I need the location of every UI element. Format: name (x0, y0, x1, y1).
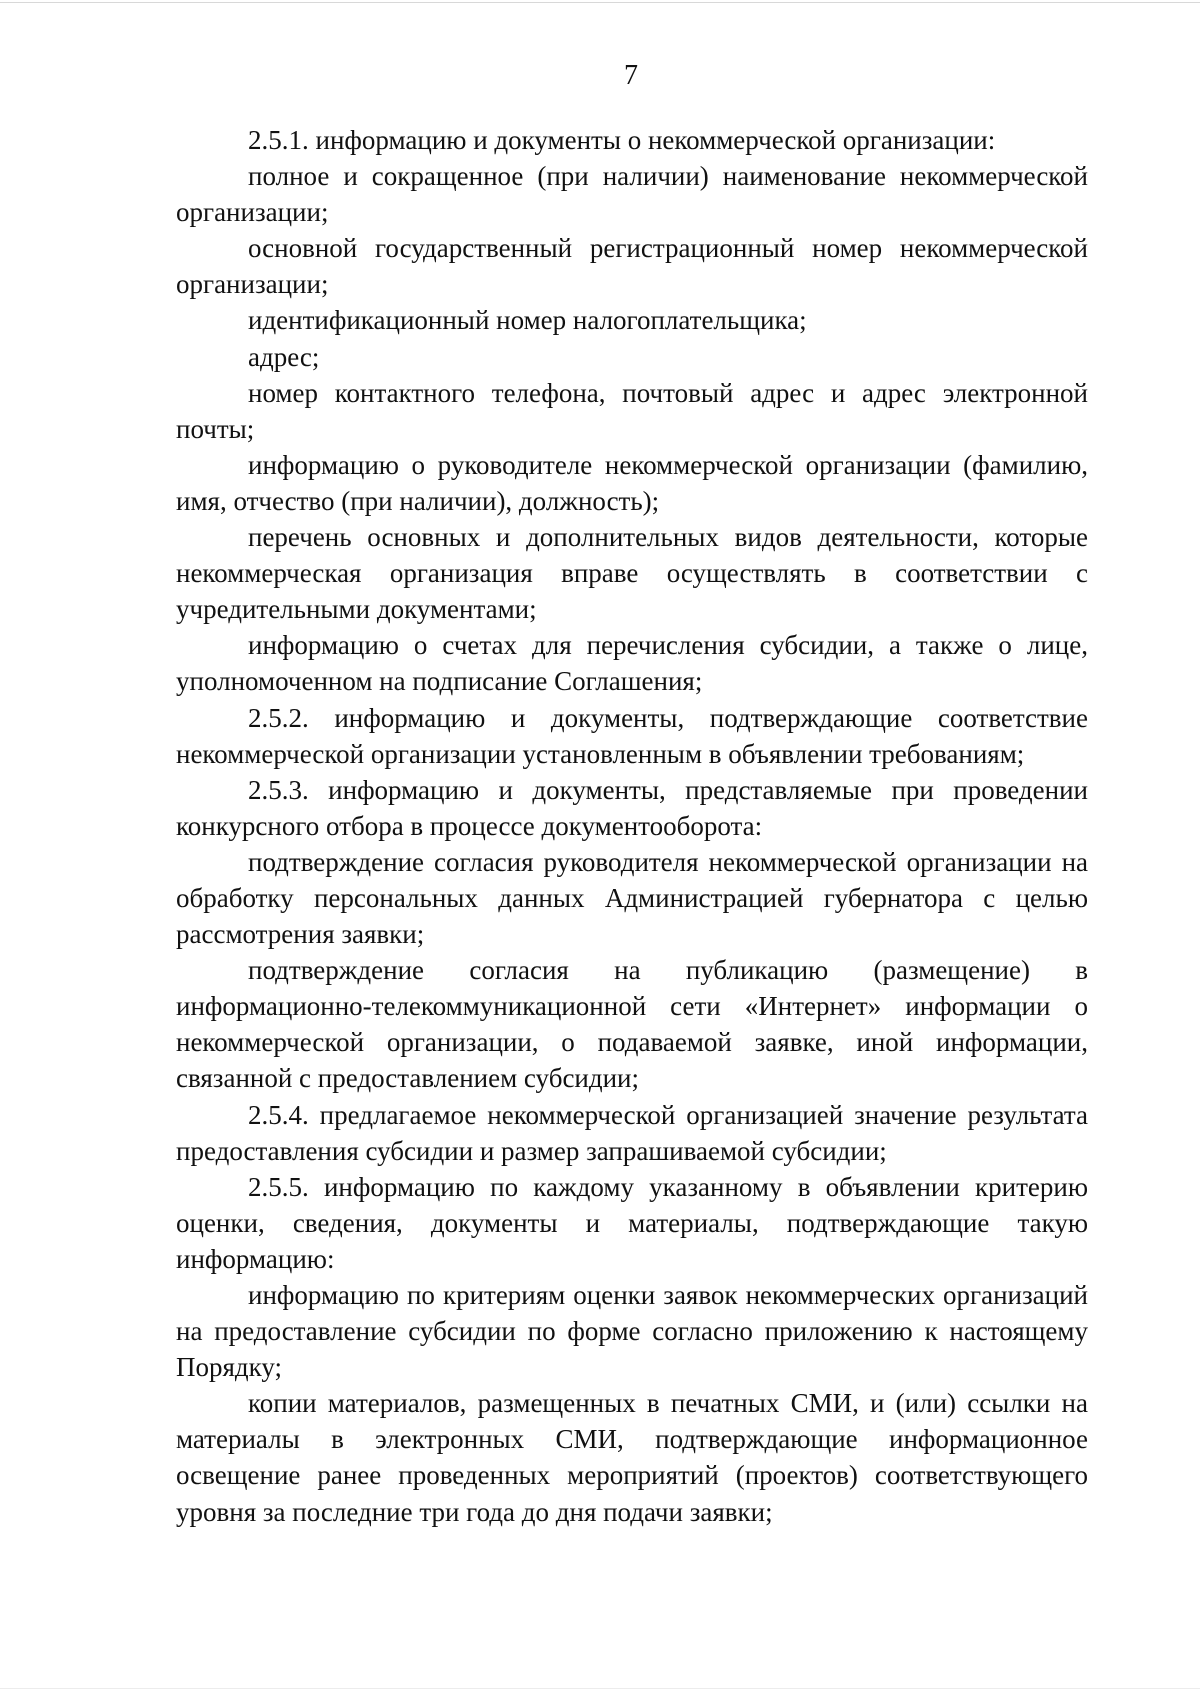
paragraph-address: адрес; (248, 341, 320, 372)
paragraph-2-5-1: 2.5.1. информацию и документы о некоммерческой организации: (248, 125, 996, 155)
page-number: 7 (624, 60, 638, 91)
scan-edge-top (0, 2, 1200, 3)
paragraph-2-5-4: 2.5.4. предлагаемое некоммерческой организацией значение результата предоставления субсидии и размер запрашиваемой субсидии; (176, 1099, 1088, 1166)
paragraph-2-5-5: 2.5.5. информацию по каждому указанному в объявлении критерию оценки, сведения, документы и материалы, подтверждающие такую информацию: (176, 1171, 1088, 1274)
paragraph-inn: идентификационный номер налогоплательщика; (248, 305, 807, 336)
paragraph-criteria-info: информацию по критериям оценки заявок некоммерческих организаций на предоставление субсидии по форме согласно приложению к настоящему Порядку; (176, 1280, 1088, 1383)
paragraph-consent-publication: подтверждение согласия на публикацию (размещение) в информационно-телекоммуникационной сети «Интернет» информации о некоммерческой организации, о подаваемой заявке, иной информации, связанной с предоставлением субсидии; (176, 955, 1088, 1094)
paragraph-contacts: номер контактного телефона, почтовый адрес и адрес электронной почты; (176, 377, 1088, 444)
paragraph-2-5-3: 2.5.3. информацию и документы, представляемые при проведении конкурсного отбора в процессе документооборота: (176, 774, 1088, 841)
paragraph-ogrn: основной государственный регистрационный номер некоммерческой организации; (176, 233, 1088, 300)
paragraph-head-info: информацию о руководителе некоммерческой организации (фамилию, имя, отчество (при наличии), должность); (176, 449, 1088, 516)
scan-edge-bottom (0, 1688, 1200, 1689)
document-body (176, 122, 1088, 1530)
paragraph-activities: перечень основных и дополнительных видов деятельности, которые некоммерческая организация вправе осуществлять в соответствии с учредительными документами; (176, 522, 1088, 625)
paragraph-full-name: полное и сокращенное (при наличии) наименование некоммерческой организации; (176, 161, 1088, 228)
paragraph-2-5-2: 2.5.2. информацию и документы, подтверждающие соответствие некоммерческой организации установленным в объявлении требованиям; (176, 702, 1088, 769)
paragraph-media-copies: копии материалов, размещенных в печатных СМИ, и (или) ссылки на материалы в электронных СМИ, подтверждающие информационное освещение ранее проведенных мероприятий (проектов) соответствующего уровня за последние три года до дня подачи заявки; (176, 1388, 1088, 1527)
paragraph-consent-personal-data: подтверждение согласия руководителя некоммерческой организации на обработку персональных данных Администрацией губернатора с целью рассмотрения заявки; (176, 846, 1088, 950)
paragraph-accounts: информацию о счетах для перечисления субсидии, а также о лице, уполномоченном на подписание Соглашения; (176, 630, 1088, 697)
